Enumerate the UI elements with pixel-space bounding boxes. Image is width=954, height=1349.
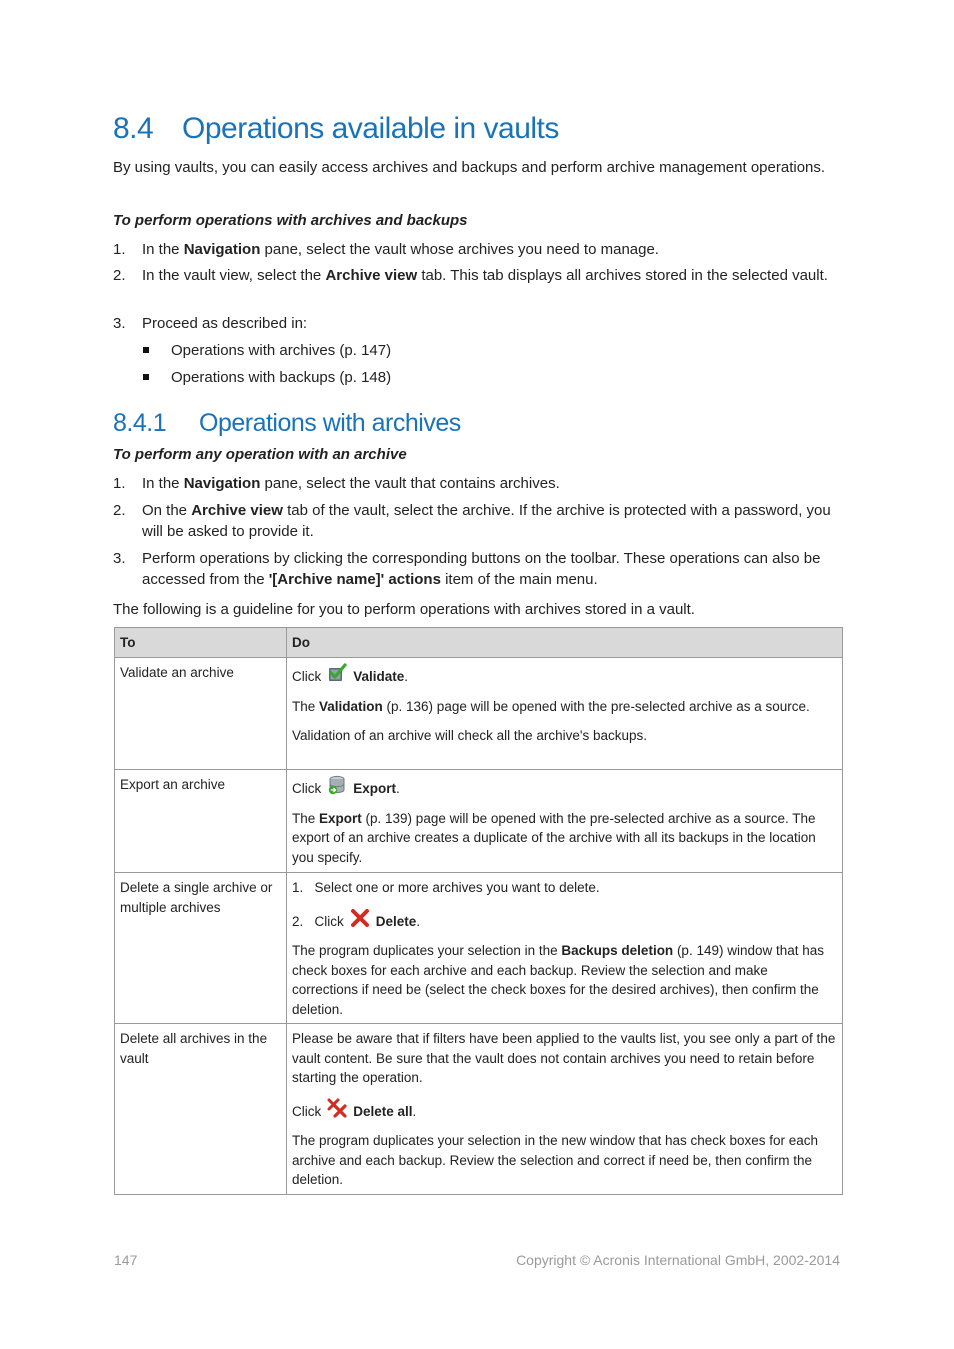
guideline-paragraph: The following is a guideline for you to perform operations with archives stored in a vault. [113, 601, 695, 618]
table-row [115, 770, 843, 873]
column-header-to: To [115, 628, 287, 658]
column-header-do: Do [287, 628, 843, 658]
subsection-number: 8.4.1 [113, 409, 167, 437]
step-2: 2. In the vault view, select the Archive view tab. This tab displays all archives stored in the selected vault. [113, 267, 828, 284]
delete-icon [350, 908, 370, 928]
export-icon [327, 775, 347, 795]
bullet-link[interactable]: Operations with backups (p. 148) [171, 369, 392, 386]
page-number: 147 [114, 1252, 138, 1268]
bullet-item [143, 367, 543, 389]
table-row [115, 1024, 843, 1195]
bullet-square-icon [143, 347, 149, 353]
step-2: 2. On the Archive view tab of the vault, select the archive. If the archive is protected with a password, you will be asked to provide it. [113, 502, 831, 540]
section-number: 8.4 [113, 112, 154, 145]
bullet-item [143, 340, 543, 362]
operation-name: Export an archive [115, 770, 287, 873]
operation-name: Delete all archives in the vault [115, 1024, 287, 1195]
backups-deletion-link[interactable]: Backups deletion [561, 943, 674, 958]
table-row [115, 873, 843, 1024]
subsection-heading [113, 409, 461, 438]
delete-all-icon [327, 1098, 347, 1118]
step-1: 1. In the Navigation pane, select the vault whose archives you need to manage. [113, 241, 659, 258]
section-title: Operations available in vaults [182, 112, 559, 145]
bullet-link[interactable]: Operations with archives (p. 147) [171, 342, 392, 359]
step-3: 3. Perform operations by clicking the corresponding buttons on the toolbar. These operations can also be accessed from the '[Archive name]' actions item of the main menu. [113, 550, 821, 588]
step-3: 3. Proceed as described in: [113, 315, 308, 332]
operations-table [114, 627, 843, 1195]
validate-icon [327, 663, 347, 683]
procedure-heading-1: To perform operations with archives and backups [113, 212, 468, 229]
operation-steps: 1. Select one or more archives you want to delete. 2. Click Delete. The program duplicates your selection in the Backups deletion (p. 149) window that has check boxes for each archive and each backup. Review the selection and make corrections if need be (select the check boxes for the desired archives), then confirm the deletion. [287, 873, 843, 1024]
subsection-title: Operations with archives [199, 409, 461, 437]
intro-paragraph: By using vaults, you can easily access archives and backups and perform archive management operations. [113, 159, 826, 176]
table-header-row [115, 628, 843, 658]
table-row [115, 658, 843, 770]
operation-steps: Click Export. The Export (p. 139) page will be opened with the pre-selected archive as a source. The export of an archive creates a duplicate of the archive with all its backups in the location you specify. [287, 770, 843, 873]
export-link[interactable]: Export [319, 810, 362, 826]
copyright-notice: Copyright © Acronis International GmbH, 2002-2014 [516, 1252, 840, 1268]
operation-name: Validate an archive [115, 658, 287, 770]
procedure-heading-2: To perform any operation with an archive [113, 446, 407, 463]
section-heading [113, 112, 559, 146]
bullet-square-icon [143, 374, 149, 380]
validation-link[interactable]: Validation [319, 698, 383, 714]
operation-steps: Please be aware that if filters have been applied to the vaults list, you see only a part of the vault content. Be sure that the vault does not contain archives you need to retain before starting the operation. Click Delete all. The program duplicates your selection in the new window that has check boxes for each archive and each backup. Review the selection and correct if need be, then confirm the deletion. [287, 1024, 843, 1195]
step-1: 1. In the Navigation pane, select the vault that contains archives. [113, 475, 560, 492]
operation-name: Delete a single archive or multiple archives [115, 873, 287, 1024]
operation-steps: Click Validate. The Validation (p. 136) page will be opened with the pre-selected archive as a source. Validation of an archive will check all the archive's backups. [287, 658, 843, 770]
